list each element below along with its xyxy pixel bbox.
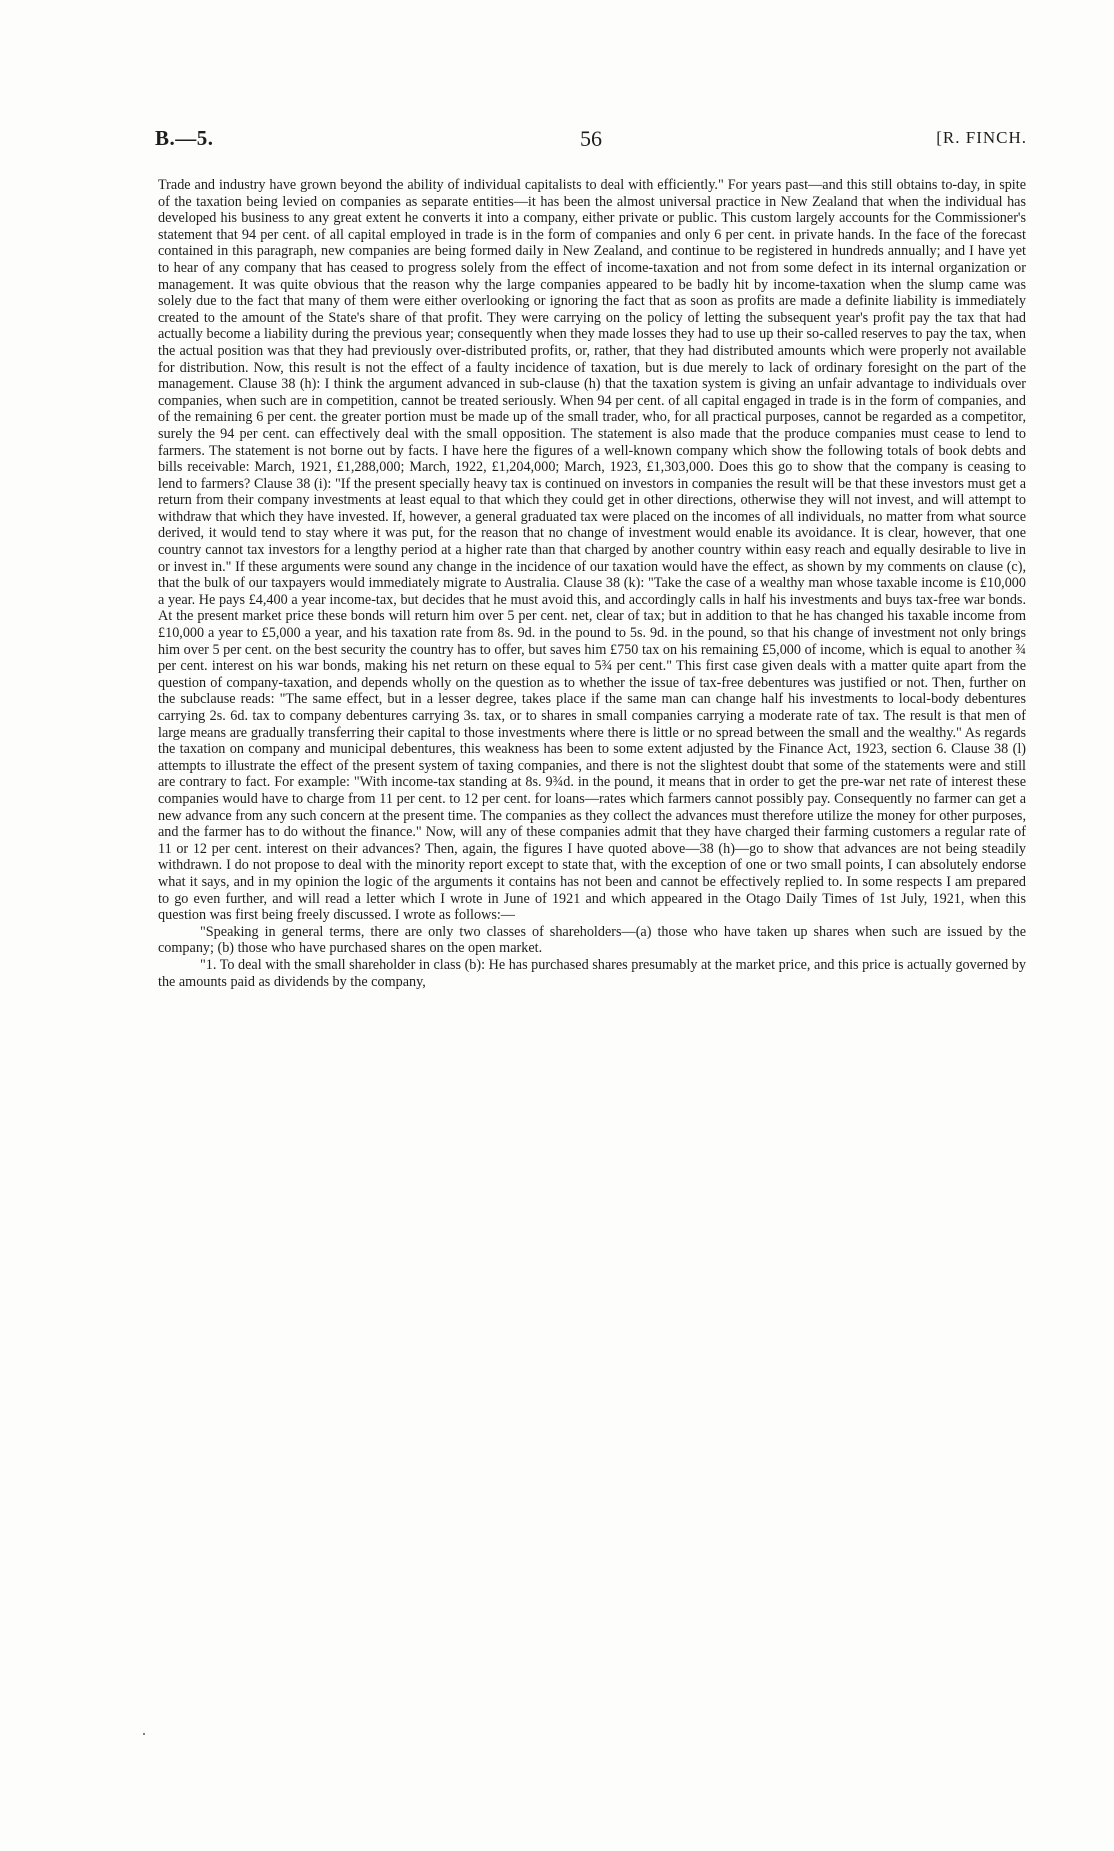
paragraph: "Speaking in general terms, there are only two classes of shareholders—(a) those who have taken up shares when such are issued by the company; (b) those who have purchased shares on the open market. bbox=[158, 923, 1026, 957]
page-mark bbox=[143, 1733, 145, 1735]
page-number: 56 bbox=[580, 126, 602, 151]
paragraph: "1. To deal with the small shareholder in class (b): He has purchased shares presumably at the market price, and this price is actually governed by the amounts paid as dividends by the company, bbox=[158, 956, 1026, 990]
paragraph: Trade and industry have grown beyond the ability of individual capitalists to deal with efficiently." For years past—and this still obtains to-day, in spite of the taxation being levied on companies as separate entities—it has been the almost universal practice in New Zealand that when the individual has developed his business to any great extent he converts it into a company, either private or public. This custom largely accounts for the Commissioner's statement that 94 per cent. of all capital employed in trade is in the form of companies and only 6 per cent. in private hands. In the face of the forecast contained in this paragraph, new companies are being formed daily in New Zealand, and continue to be registered in hundreds annually; and I have yet to hear of any company that has ceased to progress solely from the effect of income-taxation and not from some defect in its internal organization or management. It was quite obvious that the reason why the large companies appeared to be badly hit by income-taxation when the slump came was solely due to the fact that many of them were either overlooking or ignoring the fact that as soon as profits are made a definite liability is immediately created to the amount of the State's share of that profit. They were carrying on the policy of letting the subsequent year's profit pay the tax that had actually become a liability during the previous year; consequently when they made losses they had to use up their so-called reserves to pay the tax, when the actual position was that they had previously over-distributed profits, or, rather, that they had distributed amounts which were properly not available for distribution. Now, this result is not the effect of a faulty incidence of taxation, but is due merely to lack of ordinary foresight on the part of the management. Clause 38 (h): I think the argument advanced in sub-clause (h) that the taxation system is giving an unfair advantage to individuals over companies, when such are in competition, cannot be treated seriously. When 94 per cent. of all capital engaged in trade is in the form of companies, and of the remaining 6 per cent. the greater portion must be made up of the small trader, who, for all practical purposes, cannot be regarded as a competitor, surely the 94 per cent. can effectively deal with the small opposition. The statement is also made that the produce companies must cease to lend to farmers. The statement is not borne out by facts. I have here the figures of a well-known company which show the following totals of book debts and bills receivable: March, 1921, £1,288,000; March, 1922, £1,204,000; March, 1923, £1,303,000. Does this go to show that the company is ceasing to lend to farmers? Clause 38 (i): "If the present specially heavy tax is continued on investors in companies the result will be that these investors must get a return from their company investments at least equal to that which they could get in other directions, otherwise they will not invest, and will attempt to withdraw that which they have invested. If, however, a general graduated tax were placed on the incomes of all individuals, no matter from what source derived, it would tend to stay where it was put, for the reason that no change of investment would enable its avoidance. It is clear, however, that one country cannot tax investors for a lengthy period at a higher rate than that charged by another country within easy reach and equally desirable to live in or invest in." If these arguments were sound any change in the incidence of our taxation would have the effect, as shown by my comments on clause (c), that the bulk of our taxpayers would immediately migrate to Australia. Clause 38 (k): "Take the case of a wealthy man whose taxable income is £10,000 a year. He pays £4,400 a year income-tax, but decides that he must avoid this, and accordingly calls in half his investments and buys tax-free war bonds. At the present market price these bonds will return him over 5 per cent. net, clear of tax; but in addition to that he has changed his taxable income from £10,000 a year to £5,000 a year, and his taxation rate from 8s. 9d. in the pound to 5s. 9d. in the pound, so that his change of investment not only brings him over 5 per cent. on the best security the country has to offer, but saves him £750 tax on his remaining £5,000 of income, which is equal to another ¾ per cent. interest on his war bonds, making his net return on these equal to 5¾ per cent." This first case given deals with a matter quite apart from the question of company-taxation, and depends wholly on the question as to whether the issue of tax-free debentures was justified or not. Then, further on the subclause reads: "The same effect, but in a lesser degree, takes place if the same man can change half his investments to local-body debentures carrying 2s. 6d. tax to company debentures carrying 3s. tax, or to shares in small companies carrying a moderate rate of tax. The result is that men of large means are gradually transferring their capital to those investments where there is little or no spread between the small and the wealthy." As regards the taxation on company and municipal debentures, this weakness has been to some extent adjusted by the Finance Act, 1923, section 6. Clause 38 (l) attempts to illustrate the effect of the present system of taxing companies, and there is not the slightest doubt that some of the statements were and still are contrary to fact. For example: "With income-tax standing at 8s. 9¾d. in the pound, it means that in order to get the pre-war net rate of interest these companies would have to charge from 11 per cent. to 12 per cent. for loans—rates which farmers cannot possibly pay. Consequently no farmer can get a new advance from any such concern at the present time. The companies as they collect the advances must therefore utilize the money for other purposes, and the farmer has to do without the finance." Now, will any of these companies admit that they have charged their farming customers a regular rate of 11 or 12 per cent. interest on their advances? Then, again, the figures I have quoted above—38 (h)—go to show that advances are not being steadily withdrawn. I do not propose to deal with the minority report except to state that, with the exception of one or two small points, I can absolutely endorse what it says, and in my opinion the logic of the arguments it contains has not been and cannot be effectively replied to. In some respects I am prepared to go even further, and will read a letter which I wrote in June of 1921 and which appeared in the Otago Daily Times of 1st July, 1921, when this question was first being freely discussed. I wrote as follows:— bbox=[158, 177, 1026, 924]
page-header bbox=[155, 126, 1027, 156]
document-reference: B.—5. bbox=[155, 126, 214, 150]
body-text bbox=[158, 177, 1026, 990]
speaker-name: [R. FINCH. bbox=[936, 128, 1027, 147]
